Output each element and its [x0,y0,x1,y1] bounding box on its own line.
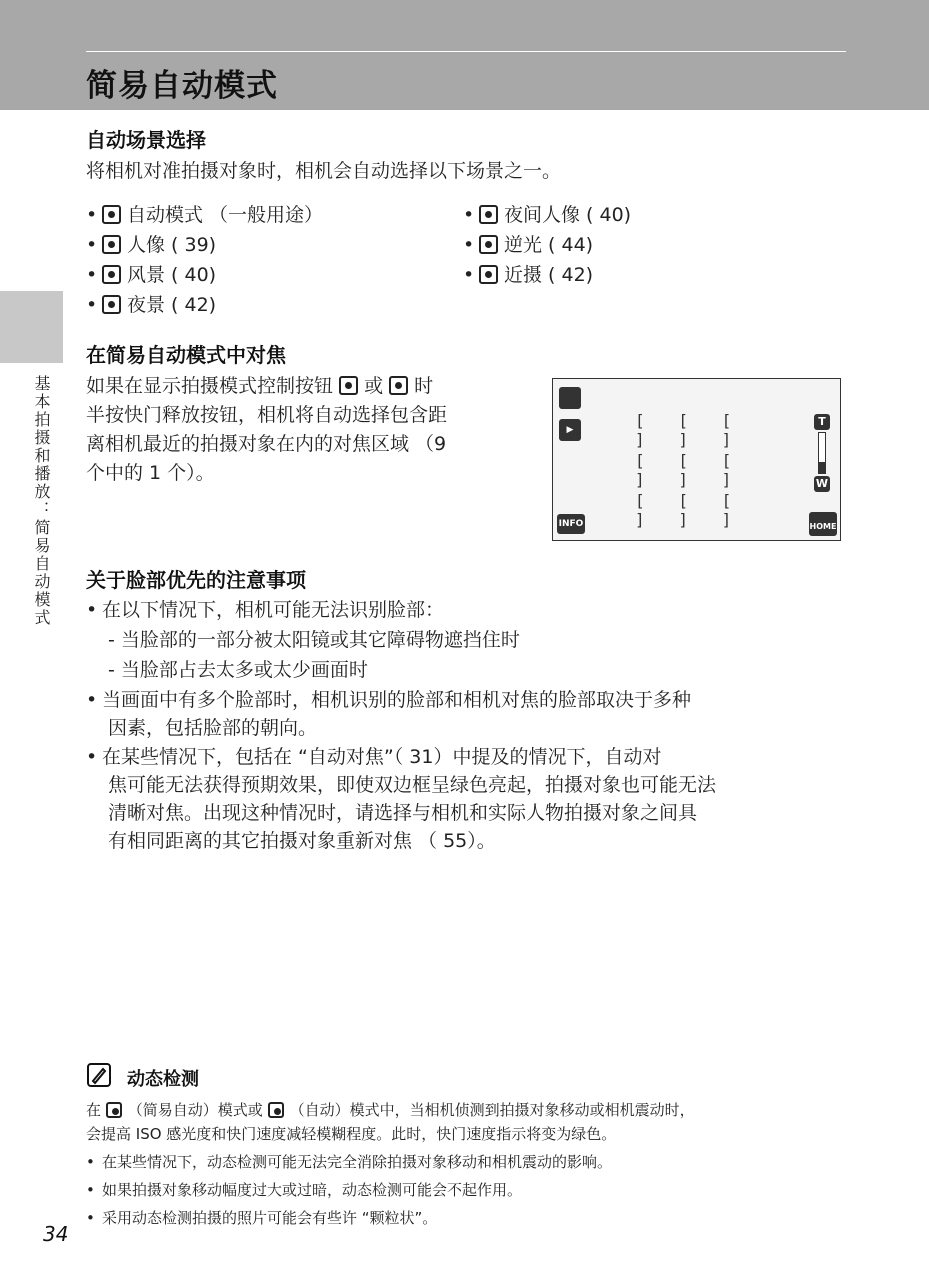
focus-line-2: 半按快门释放按钮，相机将自动选择包含距 [86,404,448,426]
list-item: • 夜间人像 ( 40) [463,204,632,226]
portrait-icon [102,235,121,254]
note-bullet: • 采用动态检测拍摄的照片可能会有些许 “颗粒状”。 [86,1209,438,1227]
zoom-tele-label: T [814,414,830,430]
note-line-1: 在 （简易自动）模式或 （自动）模式中，当相机侦测到拍摄对象移动或相机震动时， [86,1101,695,1119]
list-item: • 在以下情况下，相机可能无法识别脸部： [86,599,445,621]
side-label: 基本拍摄和播放：简易自动模式 [32,375,51,627]
home-button: HOME [809,512,837,536]
list-item-continued: 焦可能无法获得预期效果，即使双边框呈绿色亮起，拍摄对象也可能无法 [108,774,717,796]
sub-item: - 当脸部的一部分被太阳镜或其它障碍物遮挡住时 [108,629,520,651]
section-heading-focus: 在简易自动模式中对焦 [86,343,286,367]
section-heading-face: 关于脸部优先的注意事项 [86,568,306,592]
page-number: 34 [43,1222,69,1246]
playback-icon: ▶ [559,419,581,441]
list-item: • 自动模式 （一般用途） [86,204,324,226]
easy-auto-icon [106,1102,122,1118]
info-button: INFO [557,514,585,534]
focus-line-4: 个中的 1 个）。 [86,462,215,484]
list-item: • 人像 ( 39) [86,234,217,256]
side-tab [0,291,63,363]
camera-screen-illustration [552,378,841,541]
header-rule [86,51,846,52]
night-portrait-icon [479,205,498,224]
note-title: 动态检测 [127,1069,199,1090]
focus-area-grid: [ ] [ ] [ ] [ ] [ ] [ ] [ ] [ ] [ ] [635,411,738,529]
list-item-continued: 清晰对焦。出现这种情况时，请选择与相机和实际人物拍摄对象之间具 [108,802,698,824]
zoom-wide-label: W [815,477,829,490]
zoom-indicator [812,414,832,494]
night-landscape-icon [102,295,121,314]
closeup-icon [479,265,498,284]
auto-camera-icon [268,1102,284,1118]
auto-scene-icon [102,205,121,224]
list-item: • 在某些情况下，包括在 “自动对焦”（ 31）中提及的情况下，自动对 [86,746,662,768]
auto-scene-icon-alt [389,376,408,395]
backlight-icon [479,235,498,254]
list-item: • 风景 ( 40) [86,264,217,286]
landscape-icon [102,265,121,284]
note-bullet: • 在某些情况下，动态检测可能无法完全消除拍摄对象移动和相机震动的影响。 [86,1153,613,1171]
list-item: • 近摄 ( 42) [463,264,594,286]
shooting-mode-icon [559,387,581,409]
note-bullet: • 如果拍摄对象移动幅度过大或过暗，动态检测可能会不起作用。 [86,1181,523,1199]
focus-line-3: 离相机最近的拍摄对象在内的对焦区域 （9 [86,433,447,455]
section-heading-scene: 自动场景选择 [86,128,206,152]
list-item: • 逆光 ( 44) [463,234,594,256]
sub-item: - 当脸部占去太多或太少画面时 [108,659,368,681]
note-line-2: 会提高 ISO 感光度和快门速度减轻模糊程度。此时，快门速度指示将变为绿色。 [86,1125,617,1143]
auto-scene-icon [339,376,358,395]
scene-intro: 将相机对准拍摄对象时，相机会自动选择以下场景之一。 [86,160,562,182]
list-item-continued: 有相同距离的其它拍摄对象重新对焦 （ 55）。 [108,830,496,852]
focus-line-1: 如果在显示拍摄模式控制按钮 或 时 [86,375,434,397]
pencil-note-icon [87,1063,111,1087]
list-item: • 夜景 ( 42) [86,294,217,316]
list-item: • 当画面中有多个脸部时，相机识别的脸部和相机对焦的脸部取决于多种 [86,689,692,711]
page-title: 简易自动模式 [86,68,278,104]
list-item-continued: 因素，包括脸部的朝向。 [108,717,318,739]
